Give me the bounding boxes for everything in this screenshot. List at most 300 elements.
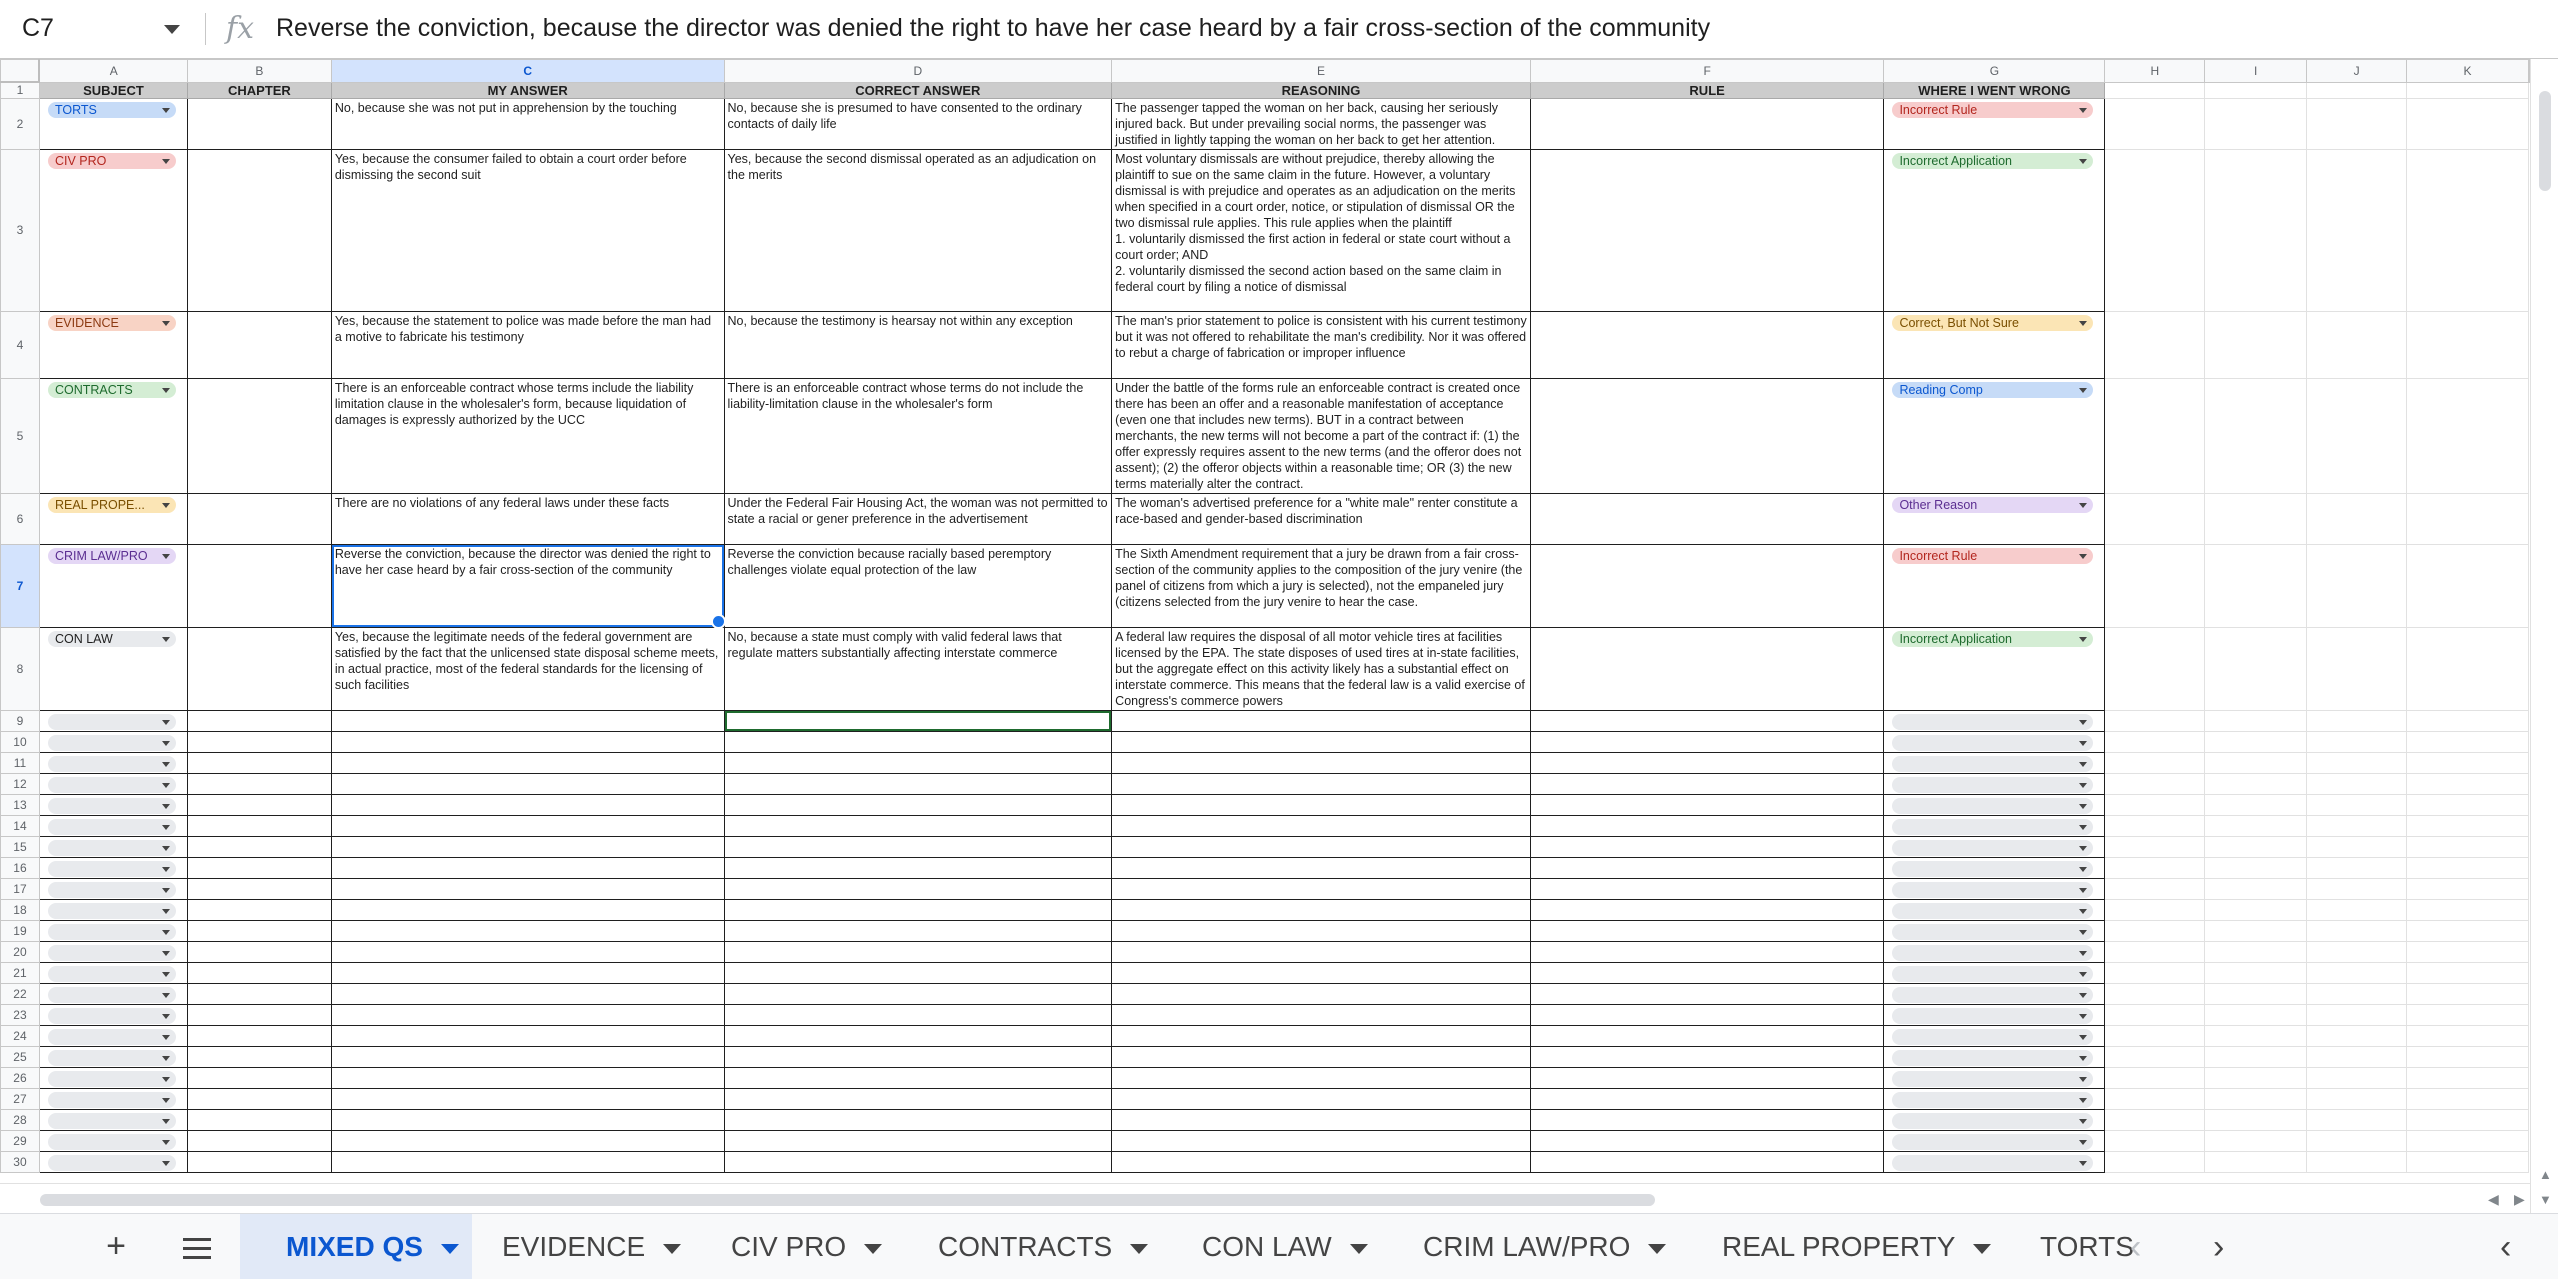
subject-dropdown[interactable] — [48, 102, 176, 118]
dropdown-arrow-icon[interactable] — [162, 1077, 170, 1082]
empty-cell[interactable] — [39, 899, 187, 920]
empty-cell[interactable] — [2307, 1025, 2407, 1046]
sheet-tab-real-property[interactable] — [1692, 1214, 2010, 1279]
empty-cell[interactable] — [2407, 1109, 2529, 1130]
went-wrong-dropdown[interactable] — [1892, 382, 2093, 398]
row-header[interactable]: 5 — [1, 378, 40, 493]
empty-cell[interactable] — [2407, 1088, 2529, 1109]
row-header[interactable]: 9 — [1, 710, 40, 731]
chapter-cell[interactable] — [187, 98, 331, 149]
empty-cell[interactable] — [2407, 941, 2529, 962]
subject-cell[interactable] — [39, 311, 187, 378]
empty-cell[interactable] — [187, 836, 331, 857]
empty-cell[interactable] — [2307, 627, 2407, 710]
row-header[interactable]: 26 — [1, 1067, 40, 1088]
plus-icon[interactable]: + — [106, 1227, 126, 1265]
empty-cell[interactable] — [1884, 983, 2105, 1004]
empty-cell[interactable] — [39, 1025, 187, 1046]
row-header[interactable]: 12 — [1, 773, 40, 794]
empty-cell[interactable] — [2307, 311, 2407, 378]
empty-cell[interactable] — [2205, 836, 2307, 857]
empty-cell[interactable] — [2105, 1025, 2205, 1046]
empty-cell[interactable] — [331, 815, 724, 836]
column-header-i[interactable]: I — [2205, 60, 2307, 83]
dropdown-arrow-icon[interactable] — [2079, 321, 2087, 326]
subject-cell[interactable] — [39, 627, 187, 710]
empty-cell[interactable] — [39, 752, 187, 773]
empty-dropdown[interactable] — [48, 840, 176, 856]
empty-cell[interactable] — [1884, 941, 2105, 962]
subject-cell[interactable] — [39, 98, 187, 149]
my-answer-cell[interactable] — [331, 98, 724, 149]
empty-cell[interactable] — [187, 1004, 331, 1025]
empty-dropdown[interactable] — [48, 798, 176, 814]
empty-dropdown[interactable] — [48, 924, 176, 940]
empty-cell[interactable] — [1530, 920, 1884, 941]
dropdown-arrow-icon[interactable] — [162, 825, 170, 830]
empty-cell[interactable] — [331, 1046, 724, 1067]
column-header-k[interactable]: K — [2407, 60, 2529, 83]
empty-dropdown[interactable] — [48, 882, 176, 898]
dropdown-arrow-icon[interactable] — [162, 951, 170, 956]
empty-cell[interactable] — [724, 1004, 1112, 1025]
empty-cell[interactable] — [2407, 378, 2529, 493]
empty-cell[interactable] — [1530, 752, 1884, 773]
empty-cell[interactable] — [187, 941, 331, 962]
chapter-cell[interactable] — [187, 149, 331, 311]
empty-cell[interactable] — [724, 941, 1112, 962]
my-answer-cell[interactable] — [331, 627, 724, 710]
empty-cell[interactable] — [2407, 1004, 2529, 1025]
empty-cell[interactable] — [2407, 899, 2529, 920]
empty-cell[interactable] — [187, 857, 331, 878]
empty-cell[interactable] — [1112, 941, 1531, 962]
empty-dropdown[interactable] — [48, 903, 176, 919]
empty-cell[interactable] — [187, 1046, 331, 1067]
empty-cell[interactable] — [1530, 1151, 1884, 1172]
dropdown-arrow-icon[interactable] — [2079, 846, 2087, 851]
empty-dropdown[interactable] — [1892, 735, 2093, 751]
empty-cell[interactable] — [2407, 1025, 2529, 1046]
dropdown-arrow-icon[interactable] — [162, 1035, 170, 1040]
empty-cell[interactable] — [724, 857, 1112, 878]
empty-cell[interactable] — [2205, 311, 2307, 378]
empty-cell[interactable] — [2307, 1109, 2407, 1130]
rule-cell[interactable] — [1530, 378, 1884, 493]
empty-cell[interactable] — [2105, 794, 2205, 815]
chevron-down-icon[interactable] — [1648, 1244, 1666, 1254]
empty-cell[interactable] — [39, 878, 187, 899]
dropdown-arrow-icon[interactable] — [162, 720, 170, 725]
empty-cell[interactable] — [2205, 98, 2307, 149]
empty-cell[interactable] — [1884, 815, 2105, 836]
where-i-went-wrong-cell[interactable] — [1884, 98, 2105, 149]
row-header[interactable]: 4 — [1, 311, 40, 378]
column-header-j[interactable]: J — [2307, 60, 2407, 83]
empty-cell[interactable] — [2205, 1046, 2307, 1067]
dropdown-arrow-icon[interactable] — [162, 888, 170, 893]
chevron-down-icon[interactable] — [1350, 1244, 1368, 1254]
empty-cell[interactable] — [1884, 773, 2105, 794]
empty-cell[interactable] — [1112, 794, 1531, 815]
correct-answer-cell[interactable] — [724, 627, 1112, 710]
empty-cell[interactable] — [2307, 836, 2407, 857]
empty-cell[interactable] — [2205, 773, 2307, 794]
empty-cell[interactable] — [2205, 1025, 2307, 1046]
empty-cell[interactable] — [187, 1067, 331, 1088]
correct-answer-cell[interactable] — [724, 311, 1112, 378]
row-header[interactable]: 8 — [1, 627, 40, 710]
dropdown-arrow-icon[interactable] — [2079, 909, 2087, 914]
correct-answer-cell[interactable] — [724, 544, 1112, 627]
subject-cell[interactable] — [39, 149, 187, 311]
empty-cell[interactable] — [331, 794, 724, 815]
dropdown-arrow-icon[interactable] — [2079, 993, 2087, 998]
correct-answer-cell[interactable] — [724, 149, 1112, 311]
empty-cell[interactable] — [39, 815, 187, 836]
empty-cell[interactable] — [1112, 983, 1531, 1004]
formula-input[interactable]: Reverse the conviction, because the director was denied the right to have her case heard by a fair cross-section of the community — [276, 14, 1711, 42]
dropdown-arrow-icon[interactable] — [2079, 1014, 2087, 1019]
row-header[interactable]: 7 — [1, 544, 40, 627]
empty-cell[interactable] — [1112, 1067, 1531, 1088]
empty-cell[interactable] — [39, 1151, 187, 1172]
reasoning-cell[interactable] — [1112, 627, 1531, 710]
chapter-cell[interactable] — [187, 378, 331, 493]
empty-cell[interactable] — [1112, 878, 1531, 899]
empty-cell[interactable] — [39, 1109, 187, 1130]
empty-cell[interactable] — [187, 731, 331, 752]
empty-cell[interactable] — [2407, 149, 2529, 311]
empty-cell[interactable] — [2205, 710, 2307, 731]
went-wrong-dropdown[interactable] — [1892, 315, 2093, 331]
dropdown-arrow-icon[interactable] — [162, 867, 170, 872]
empty-cell[interactable] — [724, 794, 1112, 815]
empty-cell[interactable] — [39, 836, 187, 857]
dropdown-arrow-icon[interactable] — [162, 108, 170, 113]
dropdown-arrow-icon[interactable] — [2079, 1161, 2087, 1166]
empty-cell[interactable] — [2407, 627, 2529, 710]
empty-cell[interactable] — [724, 836, 1112, 857]
sheet-tab-evidence[interactable] — [472, 1214, 701, 1279]
empty-cell[interactable] — [1530, 1004, 1884, 1025]
empty-cell[interactable] — [2407, 857, 2529, 878]
dropdown-arrow-icon[interactable] — [2079, 888, 2087, 893]
empty-dropdown[interactable] — [48, 966, 176, 982]
empty-cell[interactable] — [2407, 1067, 2529, 1088]
empty-cell[interactable] — [1530, 710, 1884, 731]
empty-dropdown[interactable] — [1892, 798, 2093, 814]
where-i-went-wrong-cell[interactable] — [1884, 627, 2105, 710]
empty-cell[interactable] — [2407, 878, 2529, 899]
rule-cell[interactable] — [1530, 493, 1884, 544]
dropdown-arrow-icon[interactable] — [162, 804, 170, 809]
empty-cell[interactable] — [1112, 710, 1531, 731]
empty-cell[interactable] — [1112, 899, 1531, 920]
empty-cell[interactable] — [2407, 815, 2529, 836]
empty-cell[interactable] — [2105, 731, 2205, 752]
cell-j1[interactable] — [2307, 82, 2407, 98]
empty-cell[interactable] — [2205, 1067, 2307, 1088]
column-header-b[interactable]: B — [187, 60, 331, 83]
empty-cell[interactable] — [724, 1067, 1112, 1088]
empty-cell[interactable] — [2407, 1046, 2529, 1067]
empty-dropdown[interactable] — [1892, 1113, 2093, 1129]
empty-cell[interactable] — [187, 1025, 331, 1046]
empty-cell[interactable] — [2307, 794, 2407, 815]
dropdown-arrow-icon[interactable] — [162, 1014, 170, 1019]
empty-cell[interactable] — [724, 1088, 1112, 1109]
sheet-tab-torts[interactable] — [2010, 1214, 2134, 1279]
empty-cell[interactable] — [39, 1004, 187, 1025]
empty-dropdown[interactable] — [1892, 777, 2093, 793]
empty-cell[interactable] — [2105, 857, 2205, 878]
row-header[interactable]: 16 — [1, 857, 40, 878]
empty-dropdown[interactable] — [1892, 1029, 2093, 1045]
empty-cell[interactable] — [331, 1025, 724, 1046]
empty-cell[interactable] — [2407, 710, 2529, 731]
empty-cell[interactable] — [331, 1067, 724, 1088]
cell-h1[interactable] — [2105, 82, 2205, 98]
empty-cell[interactable] — [1112, 815, 1531, 836]
dropdown-arrow-icon[interactable] — [2079, 783, 2087, 788]
reasoning-cell[interactable] — [1112, 493, 1531, 544]
empty-cell[interactable] — [1530, 1046, 1884, 1067]
empty-cell[interactable] — [2407, 752, 2529, 773]
empty-cell[interactable] — [1112, 1004, 1531, 1025]
dropdown-arrow-icon[interactable] — [162, 503, 170, 508]
empty-cell[interactable] — [39, 920, 187, 941]
rule-cell[interactable] — [1530, 544, 1884, 627]
empty-cell[interactable] — [2407, 493, 2529, 544]
empty-cell[interactable] — [2105, 941, 2205, 962]
scroll-up-icon[interactable]: ▲ — [2539, 1167, 2552, 1182]
empty-cell[interactable] — [2105, 493, 2205, 544]
empty-cell[interactable] — [187, 962, 331, 983]
empty-cell[interactable] — [187, 1130, 331, 1151]
row-header[interactable]: 6 — [1, 493, 40, 544]
empty-cell[interactable] — [2205, 878, 2307, 899]
empty-cell[interactable] — [2205, 544, 2307, 627]
empty-cell[interactable] — [2407, 983, 2529, 1004]
empty-cell[interactable] — [2105, 920, 2205, 941]
correct-answer-cell[interactable] — [724, 493, 1112, 544]
cell-k1[interactable] — [2407, 82, 2529, 98]
dropdown-arrow-icon[interactable] — [2079, 804, 2087, 809]
empty-cell[interactable] — [724, 878, 1112, 899]
empty-cell[interactable] — [187, 1109, 331, 1130]
my-answer-cell[interactable] — [331, 544, 724, 627]
empty-cell[interactable] — [2105, 899, 2205, 920]
where-i-went-wrong-cell[interactable] — [1884, 311, 2105, 378]
went-wrong-dropdown[interactable] — [1892, 497, 2093, 513]
scroll-down-icon[interactable]: ▼ — [2539, 1192, 2552, 1207]
rule-cell[interactable] — [1530, 149, 1884, 311]
empty-cell[interactable] — [2407, 920, 2529, 941]
empty-cell[interactable] — [331, 920, 724, 941]
row-header[interactable]: 17 — [1, 878, 40, 899]
chevron-down-icon[interactable] — [864, 1244, 882, 1254]
rule-cell[interactable] — [1530, 627, 1884, 710]
empty-dropdown[interactable] — [1892, 840, 2093, 856]
dropdown-arrow-icon[interactable] — [2079, 388, 2087, 393]
empty-cell[interactable] — [2307, 710, 2407, 731]
sheet-tab-contracts[interactable] — [908, 1214, 1172, 1279]
empty-cell[interactable] — [2407, 311, 2529, 378]
empty-cell[interactable] — [1884, 794, 2105, 815]
empty-cell[interactable] — [2307, 752, 2407, 773]
went-wrong-dropdown[interactable] — [1892, 102, 2093, 118]
empty-cell[interactable] — [1112, 962, 1531, 983]
chevron-down-icon[interactable] — [164, 25, 180, 34]
chapter-cell[interactable] — [187, 544, 331, 627]
empty-cell[interactable] — [39, 983, 187, 1004]
row-header[interactable]: 18 — [1, 899, 40, 920]
empty-cell[interactable] — [331, 878, 724, 899]
empty-cell[interactable] — [2205, 794, 2307, 815]
empty-dropdown[interactable] — [48, 1134, 176, 1150]
empty-cell[interactable] — [2307, 1046, 2407, 1067]
empty-dropdown[interactable] — [1892, 1071, 2093, 1087]
subject-cell[interactable] — [39, 378, 187, 493]
empty-cell[interactable] — [2105, 378, 2205, 493]
empty-cell[interactable] — [2205, 1004, 2307, 1025]
row-header[interactable]: 20 — [1, 941, 40, 962]
empty-cell[interactable] — [2307, 544, 2407, 627]
empty-cell[interactable] — [2105, 878, 2205, 899]
empty-dropdown[interactable] — [48, 1155, 176, 1171]
dropdown-arrow-icon[interactable] — [2079, 554, 2087, 559]
empty-dropdown[interactable] — [1892, 819, 2093, 835]
header-chapter[interactable]: CHAPTER — [187, 82, 331, 98]
empty-cell[interactable] — [2407, 731, 2529, 752]
header-rule[interactable]: RULE — [1530, 82, 1884, 98]
empty-cell[interactable] — [331, 836, 724, 857]
empty-cell[interactable] — [2307, 731, 2407, 752]
empty-cell[interactable] — [1530, 1130, 1884, 1151]
empty-cell[interactable] — [2205, 920, 2307, 941]
dropdown-arrow-icon[interactable] — [2079, 1140, 2087, 1145]
chevron-down-icon[interactable] — [663, 1244, 681, 1254]
row-header[interactable]: 29 — [1, 1130, 40, 1151]
dropdown-arrow-icon[interactable] — [2079, 720, 2087, 725]
empty-cell[interactable] — [187, 899, 331, 920]
empty-cell[interactable] — [1530, 815, 1884, 836]
horizontal-scroll-thumb[interactable] — [40, 1194, 1655, 1206]
subject-dropdown[interactable] — [48, 382, 176, 398]
empty-dropdown[interactable] — [48, 756, 176, 772]
subject-dropdown[interactable] — [48, 315, 176, 331]
empty-cell[interactable] — [39, 1046, 187, 1067]
chevron-left-icon[interactable]: ‹ — [2130, 1228, 2142, 1266]
subject-dropdown[interactable] — [48, 497, 176, 513]
empty-cell[interactable] — [1884, 1046, 2105, 1067]
subject-dropdown[interactable] — [48, 631, 176, 647]
empty-cell[interactable] — [2205, 1088, 2307, 1109]
empty-cell[interactable] — [39, 773, 187, 794]
row-header[interactable]: 11 — [1, 752, 40, 773]
dropdown-arrow-icon[interactable] — [162, 1140, 170, 1145]
empty-cell[interactable] — [2105, 1067, 2205, 1088]
side-panel-chevron-left-icon[interactable]: ‹ — [2500, 1228, 2512, 1266]
empty-cell[interactable] — [1112, 1025, 1531, 1046]
empty-cell[interactable] — [2105, 98, 2205, 149]
empty-cell[interactable] — [2105, 752, 2205, 773]
empty-cell[interactable] — [2307, 98, 2407, 149]
header-subject[interactable]: SUBJECT — [39, 82, 187, 98]
empty-cell[interactable] — [2205, 1151, 2307, 1172]
empty-cell[interactable] — [724, 1109, 1112, 1130]
dropdown-arrow-icon[interactable] — [2079, 1035, 2087, 1040]
empty-cell[interactable] — [1112, 857, 1531, 878]
empty-dropdown[interactable] — [1892, 861, 2093, 877]
column-header-e[interactable]: E — [1112, 60, 1531, 83]
empty-cell[interactable] — [2307, 773, 2407, 794]
empty-cell[interactable] — [2105, 962, 2205, 983]
name-box[interactable] — [0, 0, 205, 58]
column-header-c[interactable]: C — [331, 60, 724, 83]
empty-cell[interactable] — [724, 1025, 1112, 1046]
dropdown-arrow-icon[interactable] — [162, 930, 170, 935]
empty-cell[interactable] — [2407, 544, 2529, 627]
empty-cell[interactable] — [1112, 773, 1531, 794]
empty-cell[interactable] — [187, 752, 331, 773]
column-header-h[interactable]: H — [2105, 60, 2205, 83]
empty-cell[interactable] — [2105, 1130, 2205, 1151]
empty-cell[interactable] — [187, 983, 331, 1004]
empty-cell[interactable] — [2307, 378, 2407, 493]
empty-dropdown[interactable] — [1892, 1134, 2093, 1150]
subject-cell[interactable] — [39, 493, 187, 544]
empty-cell[interactable] — [2205, 962, 2307, 983]
empty-dropdown[interactable] — [48, 987, 176, 1003]
empty-cell[interactable] — [187, 1151, 331, 1172]
rule-cell[interactable] — [1530, 311, 1884, 378]
empty-cell[interactable] — [2105, 1046, 2205, 1067]
dropdown-arrow-icon[interactable] — [2079, 972, 2087, 977]
empty-cell[interactable] — [331, 899, 724, 920]
dropdown-arrow-icon[interactable] — [2079, 1098, 2087, 1103]
my-answer-cell[interactable] — [331, 311, 724, 378]
empty-cell[interactable] — [2205, 899, 2307, 920]
sheet-tab-con-law[interactable] — [1172, 1214, 1393, 1279]
row-header[interactable]: 30 — [1, 1151, 40, 1172]
empty-cell[interactable] — [1112, 731, 1531, 752]
chevron-right-icon[interactable]: › — [2213, 1228, 2225, 1266]
empty-cell[interactable] — [1530, 731, 1884, 752]
dropdown-arrow-icon[interactable] — [162, 783, 170, 788]
row-header[interactable]: 14 — [1, 815, 40, 836]
dropdown-arrow-icon[interactable] — [162, 554, 170, 559]
empty-dropdown[interactable] — [1892, 945, 2093, 961]
empty-cell[interactable] — [331, 983, 724, 1004]
empty-cell[interactable] — [39, 794, 187, 815]
empty-cell[interactable] — [724, 962, 1112, 983]
row-header[interactable]: 21 — [1, 962, 40, 983]
subject-dropdown[interactable] — [48, 153, 176, 169]
empty-dropdown[interactable] — [1892, 966, 2093, 982]
row-header[interactable]: 27 — [1, 1088, 40, 1109]
dropdown-arrow-icon[interactable] — [162, 637, 170, 642]
dropdown-arrow-icon[interactable] — [162, 159, 170, 164]
chevron-down-icon[interactable] — [1130, 1244, 1148, 1254]
reasoning-cell[interactable] — [1112, 98, 1531, 149]
empty-cell[interactable] — [331, 773, 724, 794]
empty-cell[interactable] — [331, 1109, 724, 1130]
dropdown-arrow-icon[interactable] — [2079, 1056, 2087, 1061]
empty-dropdown[interactable] — [1892, 903, 2093, 919]
dropdown-arrow-icon[interactable] — [2079, 1119, 2087, 1124]
